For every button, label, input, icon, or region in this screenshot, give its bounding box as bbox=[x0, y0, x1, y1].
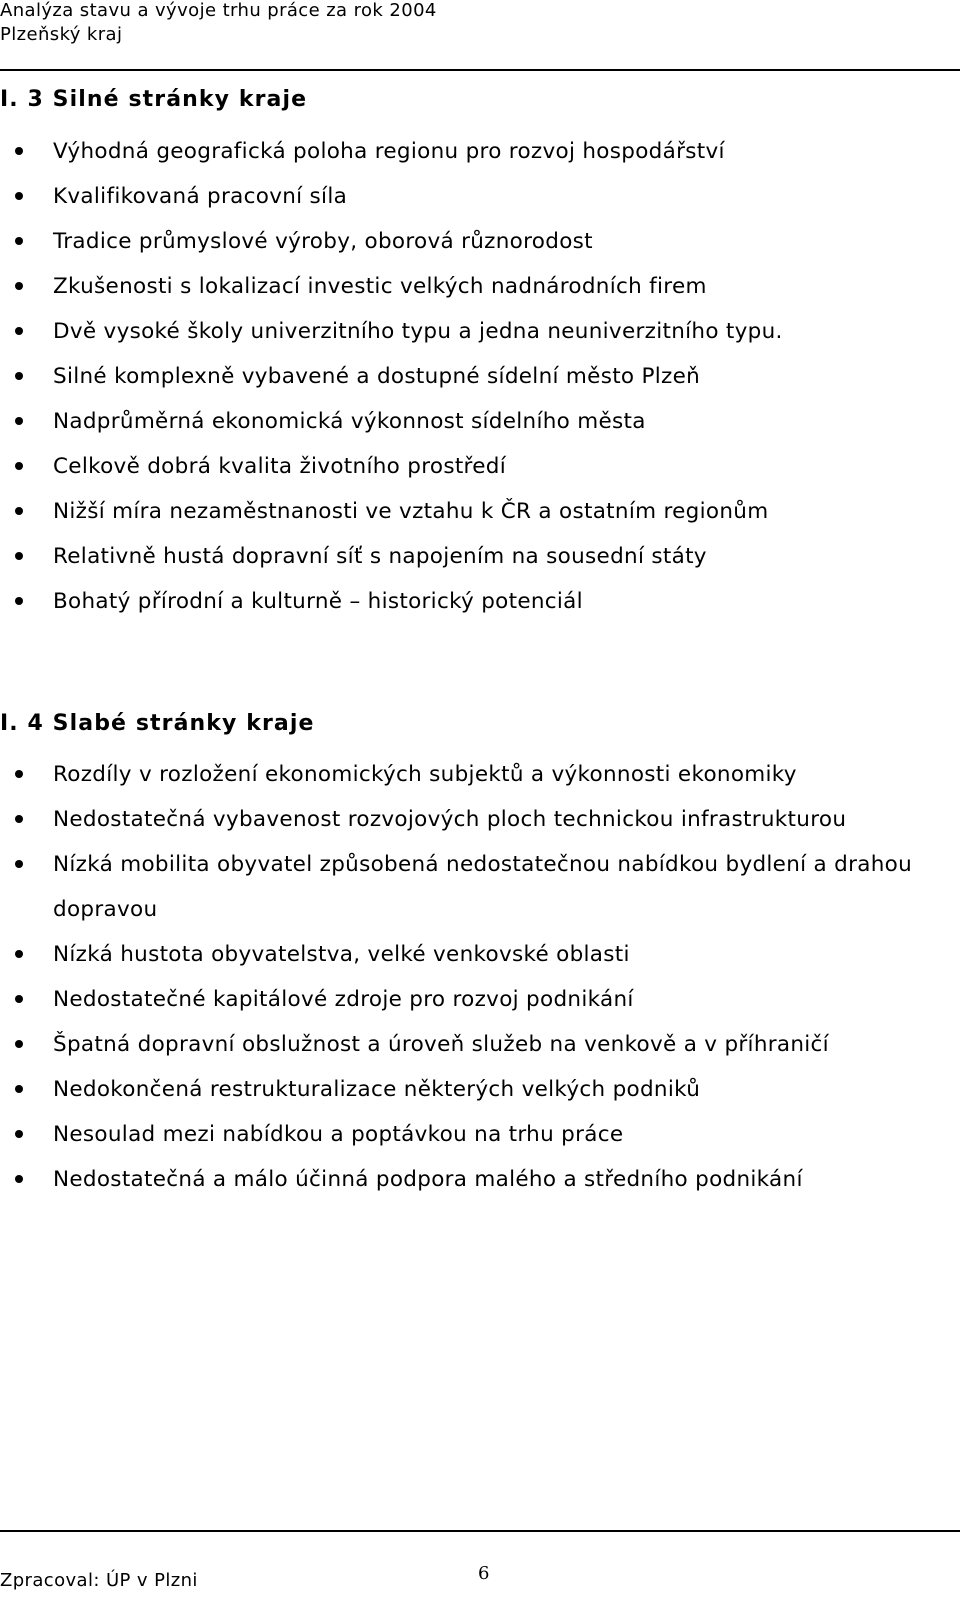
strength-item-text: Dvě vysoké školy univerzitního typu a jedna neuniverzitního typu. bbox=[53, 319, 783, 344]
page-footer bbox=[0, 1530, 960, 1597]
bullet-icon bbox=[15, 1040, 23, 1048]
strength-item-text: Zkušenosti s lokalizací investic velkých nadnárodních firem bbox=[53, 274, 707, 299]
weakness-item-text: Nízká hustota obyvatelstva, velké venkovské oblasti bbox=[53, 942, 630, 967]
weakness-item bbox=[0, 797, 960, 842]
bullet-icon bbox=[15, 372, 23, 380]
strengths-list bbox=[0, 129, 960, 624]
strength-item-text: Relativně hustá dopravní síť s napojením na sousední státy bbox=[53, 544, 707, 569]
weaknesses-list bbox=[0, 752, 960, 1202]
bullet-icon bbox=[15, 192, 23, 200]
strength-item bbox=[0, 534, 960, 579]
strength-item-text: Nižší míra nezaměstnanosti ve vztahu k ČR a ostatním regionům bbox=[53, 499, 769, 524]
strength-item bbox=[0, 579, 960, 624]
bullet-icon bbox=[15, 237, 23, 245]
document-title: Analýza stavu a vývoje trhu práce za rok 2004 bbox=[0, 0, 437, 21]
weakness-item bbox=[0, 932, 960, 977]
strength-item bbox=[0, 354, 960, 399]
weakness-item bbox=[0, 1157, 960, 1202]
weakness-item-text: Nesoulad mezi nabídkou a poptávkou na trhu práce bbox=[53, 1122, 624, 1147]
bullet-icon bbox=[15, 950, 23, 958]
header-divider bbox=[0, 69, 960, 71]
strength-item-text: Výhodná geografická poloha regionu pro rozvoj hospodářství bbox=[53, 139, 725, 164]
bullet-icon bbox=[15, 147, 23, 155]
strengths-heading: I. 3 Silné stránky kraje bbox=[0, 87, 308, 112]
bullet-icon bbox=[15, 417, 23, 425]
strength-item bbox=[0, 399, 960, 444]
bullet-icon bbox=[15, 507, 23, 515]
bullet-icon bbox=[15, 1085, 23, 1093]
strength-item bbox=[0, 174, 960, 219]
bullet-icon bbox=[15, 282, 23, 290]
bullet-icon bbox=[15, 770, 23, 778]
strength-item-text: Silné komplexně vybavené a dostupné sídelní město Plzeň bbox=[53, 364, 701, 389]
weakness-item bbox=[0, 1067, 960, 1112]
weakness-item bbox=[0, 1022, 960, 1067]
weakness-item-text: Rozdíly v rozložení ekonomických subjektů a výkonnosti ekonomiky bbox=[53, 762, 797, 787]
bullet-icon bbox=[15, 597, 23, 605]
strength-item bbox=[0, 129, 960, 174]
weakness-item bbox=[0, 752, 960, 797]
strength-item-text: Kvalifikovaná pracovní síla bbox=[53, 184, 348, 209]
footer-processed-by: Zpracoval: ÚP v Plzni bbox=[0, 1570, 198, 1591]
bullet-icon bbox=[15, 462, 23, 470]
bullet-icon bbox=[15, 860, 23, 868]
strength-item bbox=[0, 309, 960, 354]
bullet-icon bbox=[15, 815, 23, 823]
weakness-item bbox=[0, 977, 960, 1022]
region-name: Plzeňský kraj bbox=[0, 24, 123, 45]
strength-item bbox=[0, 219, 960, 264]
footer-divider bbox=[0, 1530, 960, 1532]
page-number: 6 bbox=[478, 1563, 490, 1584]
weakness-item bbox=[0, 1112, 960, 1157]
weakness-item-text: Špatná dopravní obslužnost a úroveň služeb na venkově a v příhraničí bbox=[53, 1032, 829, 1057]
strength-item-text: Bohatý přírodní a kulturně – historický potenciál bbox=[53, 589, 583, 614]
bullet-icon bbox=[15, 552, 23, 560]
weakness-item-text: Nedostatečná vybavenost rozvojových ploch technickou infrastrukturou bbox=[53, 807, 847, 832]
weakness-item bbox=[0, 842, 960, 932]
strength-item bbox=[0, 444, 960, 489]
bullet-icon bbox=[15, 995, 23, 1003]
bullet-icon bbox=[15, 1130, 23, 1138]
weaknesses-heading: I. 4 Slabé stránky kraje bbox=[0, 711, 315, 736]
strength-item bbox=[0, 264, 960, 309]
strength-item-text: Nadprůměrná ekonomická výkonnost sídelního města bbox=[53, 409, 646, 434]
weakness-item-text: Nedokončená restrukturalizace některých velkých podniků bbox=[53, 1077, 701, 1102]
strength-item-text: Celkově dobrá kvalita životního prostředí bbox=[53, 454, 506, 479]
bullet-icon bbox=[15, 1175, 23, 1183]
weakness-item-text: Nízká mobilita obyvatel způsobená nedostatečnou nabídkou bydlení a drahou dopravou bbox=[53, 852, 913, 922]
bullet-icon bbox=[15, 327, 23, 335]
weakness-item-text: Nedostatečné kapitálové zdroje pro rozvoj podnikání bbox=[53, 987, 634, 1012]
weakness-item-text: Nedostatečná a málo účinná podpora malého a středního podnikání bbox=[53, 1167, 803, 1192]
strength-item-text: Tradice průmyslové výroby, oborová různorodost bbox=[53, 229, 593, 254]
strength-item bbox=[0, 489, 960, 534]
